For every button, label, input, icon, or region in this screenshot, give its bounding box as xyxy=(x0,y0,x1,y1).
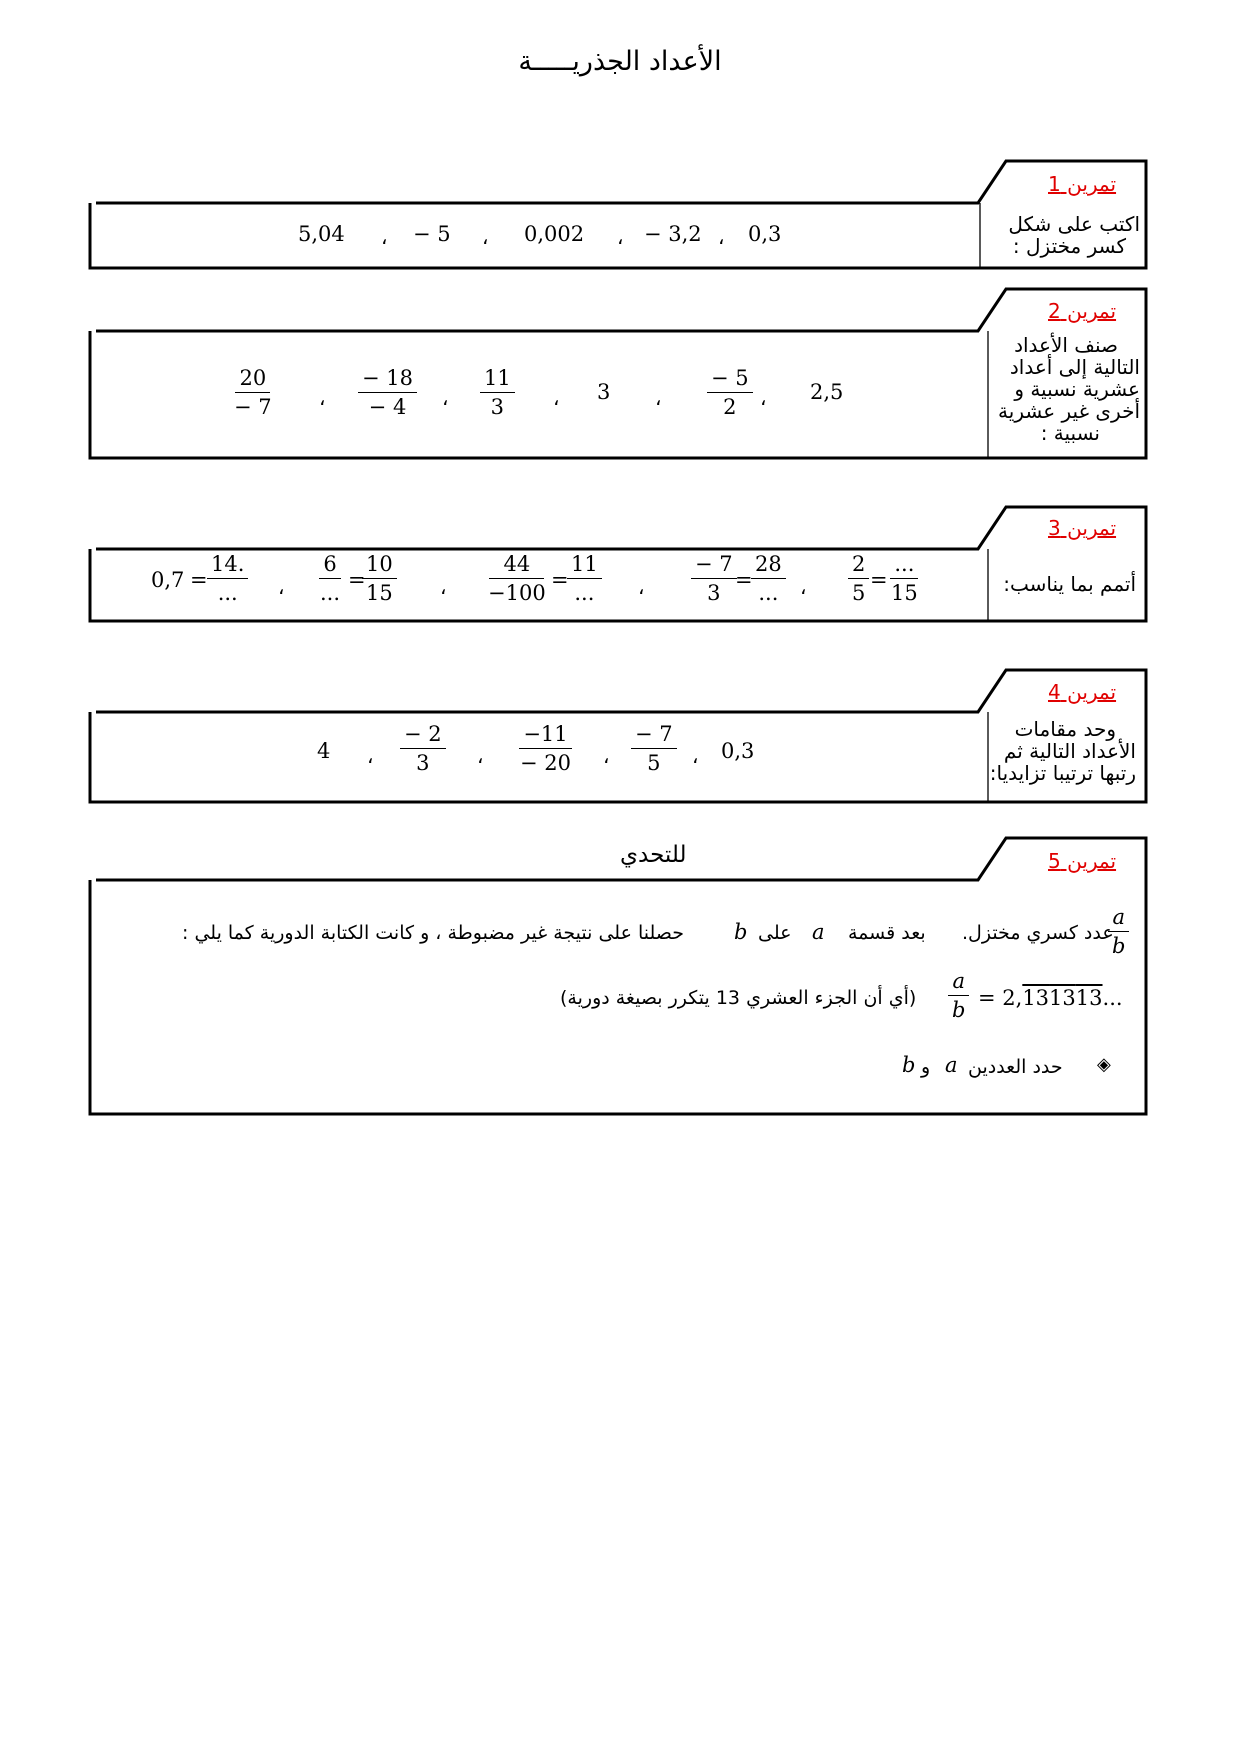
separator: ، xyxy=(603,744,610,768)
numerator: 6 xyxy=(319,552,340,579)
fraction xyxy=(230,366,276,419)
periodic-note: (أي أن الجزء العشري 13 يتكرر بصيغة دورية) xyxy=(560,987,917,1009)
variable-b: b xyxy=(734,920,748,944)
fraction xyxy=(707,366,753,419)
integer-part: = 2, xyxy=(978,986,1023,1010)
task-text: و xyxy=(921,1056,931,1078)
denominator: 3 xyxy=(416,751,430,775)
denominator: 3 xyxy=(707,581,721,605)
fraction xyxy=(362,552,397,605)
variable-a: a xyxy=(945,1053,958,1077)
fraction xyxy=(516,722,575,775)
equals-sign: = xyxy=(551,568,569,592)
separator: ، xyxy=(442,386,449,410)
numerator: 28 xyxy=(751,552,786,579)
instruction-line: أخرى غير عشرية xyxy=(998,399,1140,423)
separator: ، xyxy=(617,225,624,249)
numerator: − 7 xyxy=(691,552,737,579)
denominator: ... xyxy=(574,581,595,605)
separator: ، xyxy=(692,744,699,768)
numerator: a xyxy=(948,969,969,996)
denominator: 2 xyxy=(723,395,737,419)
value-item: 4 xyxy=(317,739,331,763)
denominator: −100 xyxy=(488,581,546,605)
fraction xyxy=(691,552,737,605)
numerator: ... xyxy=(890,552,918,579)
separator: ، xyxy=(278,575,285,599)
instruction-line: نسبية : xyxy=(1040,421,1100,445)
equals-sign: = xyxy=(190,568,208,592)
instruction-line: التالية إلى أعداد xyxy=(1009,355,1140,379)
task-text: حدد العددين xyxy=(968,1056,1063,1078)
equals-sign: = xyxy=(735,568,753,592)
numerator: − 18 xyxy=(358,366,417,393)
denominator: 5 xyxy=(647,751,661,775)
denominator: 5 xyxy=(852,581,866,605)
value-item: − 5 xyxy=(413,222,451,246)
value-item: 5,04 xyxy=(298,222,345,246)
value-item: − 3,2 xyxy=(644,222,702,246)
value-item: 0,3 xyxy=(748,222,782,246)
page-title: الأعداد الجذريـــــة xyxy=(518,46,722,77)
denominator: b xyxy=(952,998,966,1022)
numerator: − 5 xyxy=(707,366,753,393)
separator: ، xyxy=(655,386,662,410)
instruction-line: كسر مختزل : xyxy=(1012,234,1126,258)
diamond-bullet-icon: ◈ xyxy=(1097,1054,1111,1075)
statement-text: حصلنا على نتيجة غير مضبوطة ، و كانت الكتابة الدورية كما يلي : xyxy=(182,922,684,944)
numerator: a xyxy=(1108,905,1129,932)
fraction xyxy=(751,552,786,605)
exercise-1-instructions xyxy=(980,213,1140,257)
denominator: ... xyxy=(217,581,238,605)
value-item: 0,002 xyxy=(524,222,585,246)
separator: ، xyxy=(638,575,645,599)
numerator: 44 xyxy=(489,552,544,579)
denominator: ... xyxy=(758,581,779,605)
numerator: −11 xyxy=(519,722,571,749)
numerator: 10 xyxy=(362,552,397,579)
statement-text: عدد كسري مختزل. xyxy=(962,922,1114,944)
separator: ، xyxy=(381,225,388,249)
repeating-block: 13 xyxy=(1022,986,1050,1010)
instruction-line: صنف الأعداد xyxy=(1014,333,1118,357)
separator: ، xyxy=(367,744,374,768)
exercise-3-instructions: أتمم بما يناسب: xyxy=(1003,572,1136,596)
separator: ، xyxy=(319,386,326,410)
separator: ، xyxy=(482,225,489,249)
instruction-line: رتبها ترتيبا تزايديا: xyxy=(989,761,1136,785)
instruction-line: اكتب على شكل xyxy=(1008,212,1140,236)
separator: ، xyxy=(760,386,767,410)
statement-text: بعد قسمة xyxy=(848,922,926,944)
fraction xyxy=(207,552,248,605)
repeating-block: 13 xyxy=(1075,986,1103,1010)
fraction xyxy=(484,552,550,605)
fraction xyxy=(480,366,515,419)
denominator: b xyxy=(1112,934,1126,958)
exercise-2-tag: تمرين 2 xyxy=(1048,299,1117,323)
denominator: 3 xyxy=(490,395,505,419)
numerator: 2 xyxy=(848,552,869,579)
fraction xyxy=(400,722,446,775)
equals-sign: = xyxy=(348,568,366,592)
challenge-heading: للتحدي xyxy=(620,842,687,868)
value-item: 3 xyxy=(597,380,611,404)
fraction xyxy=(631,722,677,775)
exercise-2-instructions xyxy=(980,334,1140,444)
denominator: − 7 xyxy=(234,395,272,419)
denominator: − 20 xyxy=(520,751,571,775)
separator: ، xyxy=(440,575,447,599)
exercise-1-tag: تمرين 1 xyxy=(1048,172,1117,196)
exercise-4-tag: تمرين 4 xyxy=(1048,680,1117,704)
numerator: 14. xyxy=(207,552,248,579)
numerator: − 7 xyxy=(631,722,677,749)
fraction xyxy=(848,552,869,605)
exercise-5-tag: تمرين 5 xyxy=(1048,849,1117,873)
instruction-line: الأعداد التالية ثم xyxy=(1003,739,1136,763)
numerator: 11 xyxy=(567,552,602,579)
equals-sign: = xyxy=(870,568,888,592)
exercise-3-tag: تمرين 3 xyxy=(1048,516,1117,540)
value-item: 0,3 xyxy=(721,739,755,763)
separator: ، xyxy=(553,386,560,410)
denominator: ... xyxy=(320,581,341,605)
exercise-4-instructions xyxy=(956,718,1136,784)
numerator: − 2 xyxy=(400,722,446,749)
separator: ، xyxy=(718,225,725,249)
fraction-a-over-b xyxy=(948,969,969,1022)
value-item: 2,5 xyxy=(810,380,844,404)
denominator: 15 xyxy=(366,581,393,605)
separator: ، xyxy=(477,744,484,768)
numerator: 20 xyxy=(235,366,270,393)
periodic-expansion xyxy=(978,986,1123,1010)
ellipsis: ... xyxy=(1102,986,1123,1010)
numerator: 11 xyxy=(480,366,515,393)
repeating-block: 13 xyxy=(1049,986,1076,1010)
statement-text: على xyxy=(758,922,792,944)
fraction xyxy=(358,366,417,419)
instruction-line: عشرية نسبية و xyxy=(1014,377,1140,401)
fraction xyxy=(567,552,602,605)
fraction xyxy=(316,552,344,605)
value-item: 0,7 xyxy=(151,568,185,592)
denominator: 15 xyxy=(891,581,918,605)
fraction xyxy=(887,552,922,605)
instruction-line: وحد مقامات xyxy=(1014,717,1116,741)
denominator: − 4 xyxy=(368,395,407,419)
variable-a: a xyxy=(812,920,825,944)
variable-b: b xyxy=(902,1053,916,1077)
separator: ، xyxy=(800,575,807,599)
